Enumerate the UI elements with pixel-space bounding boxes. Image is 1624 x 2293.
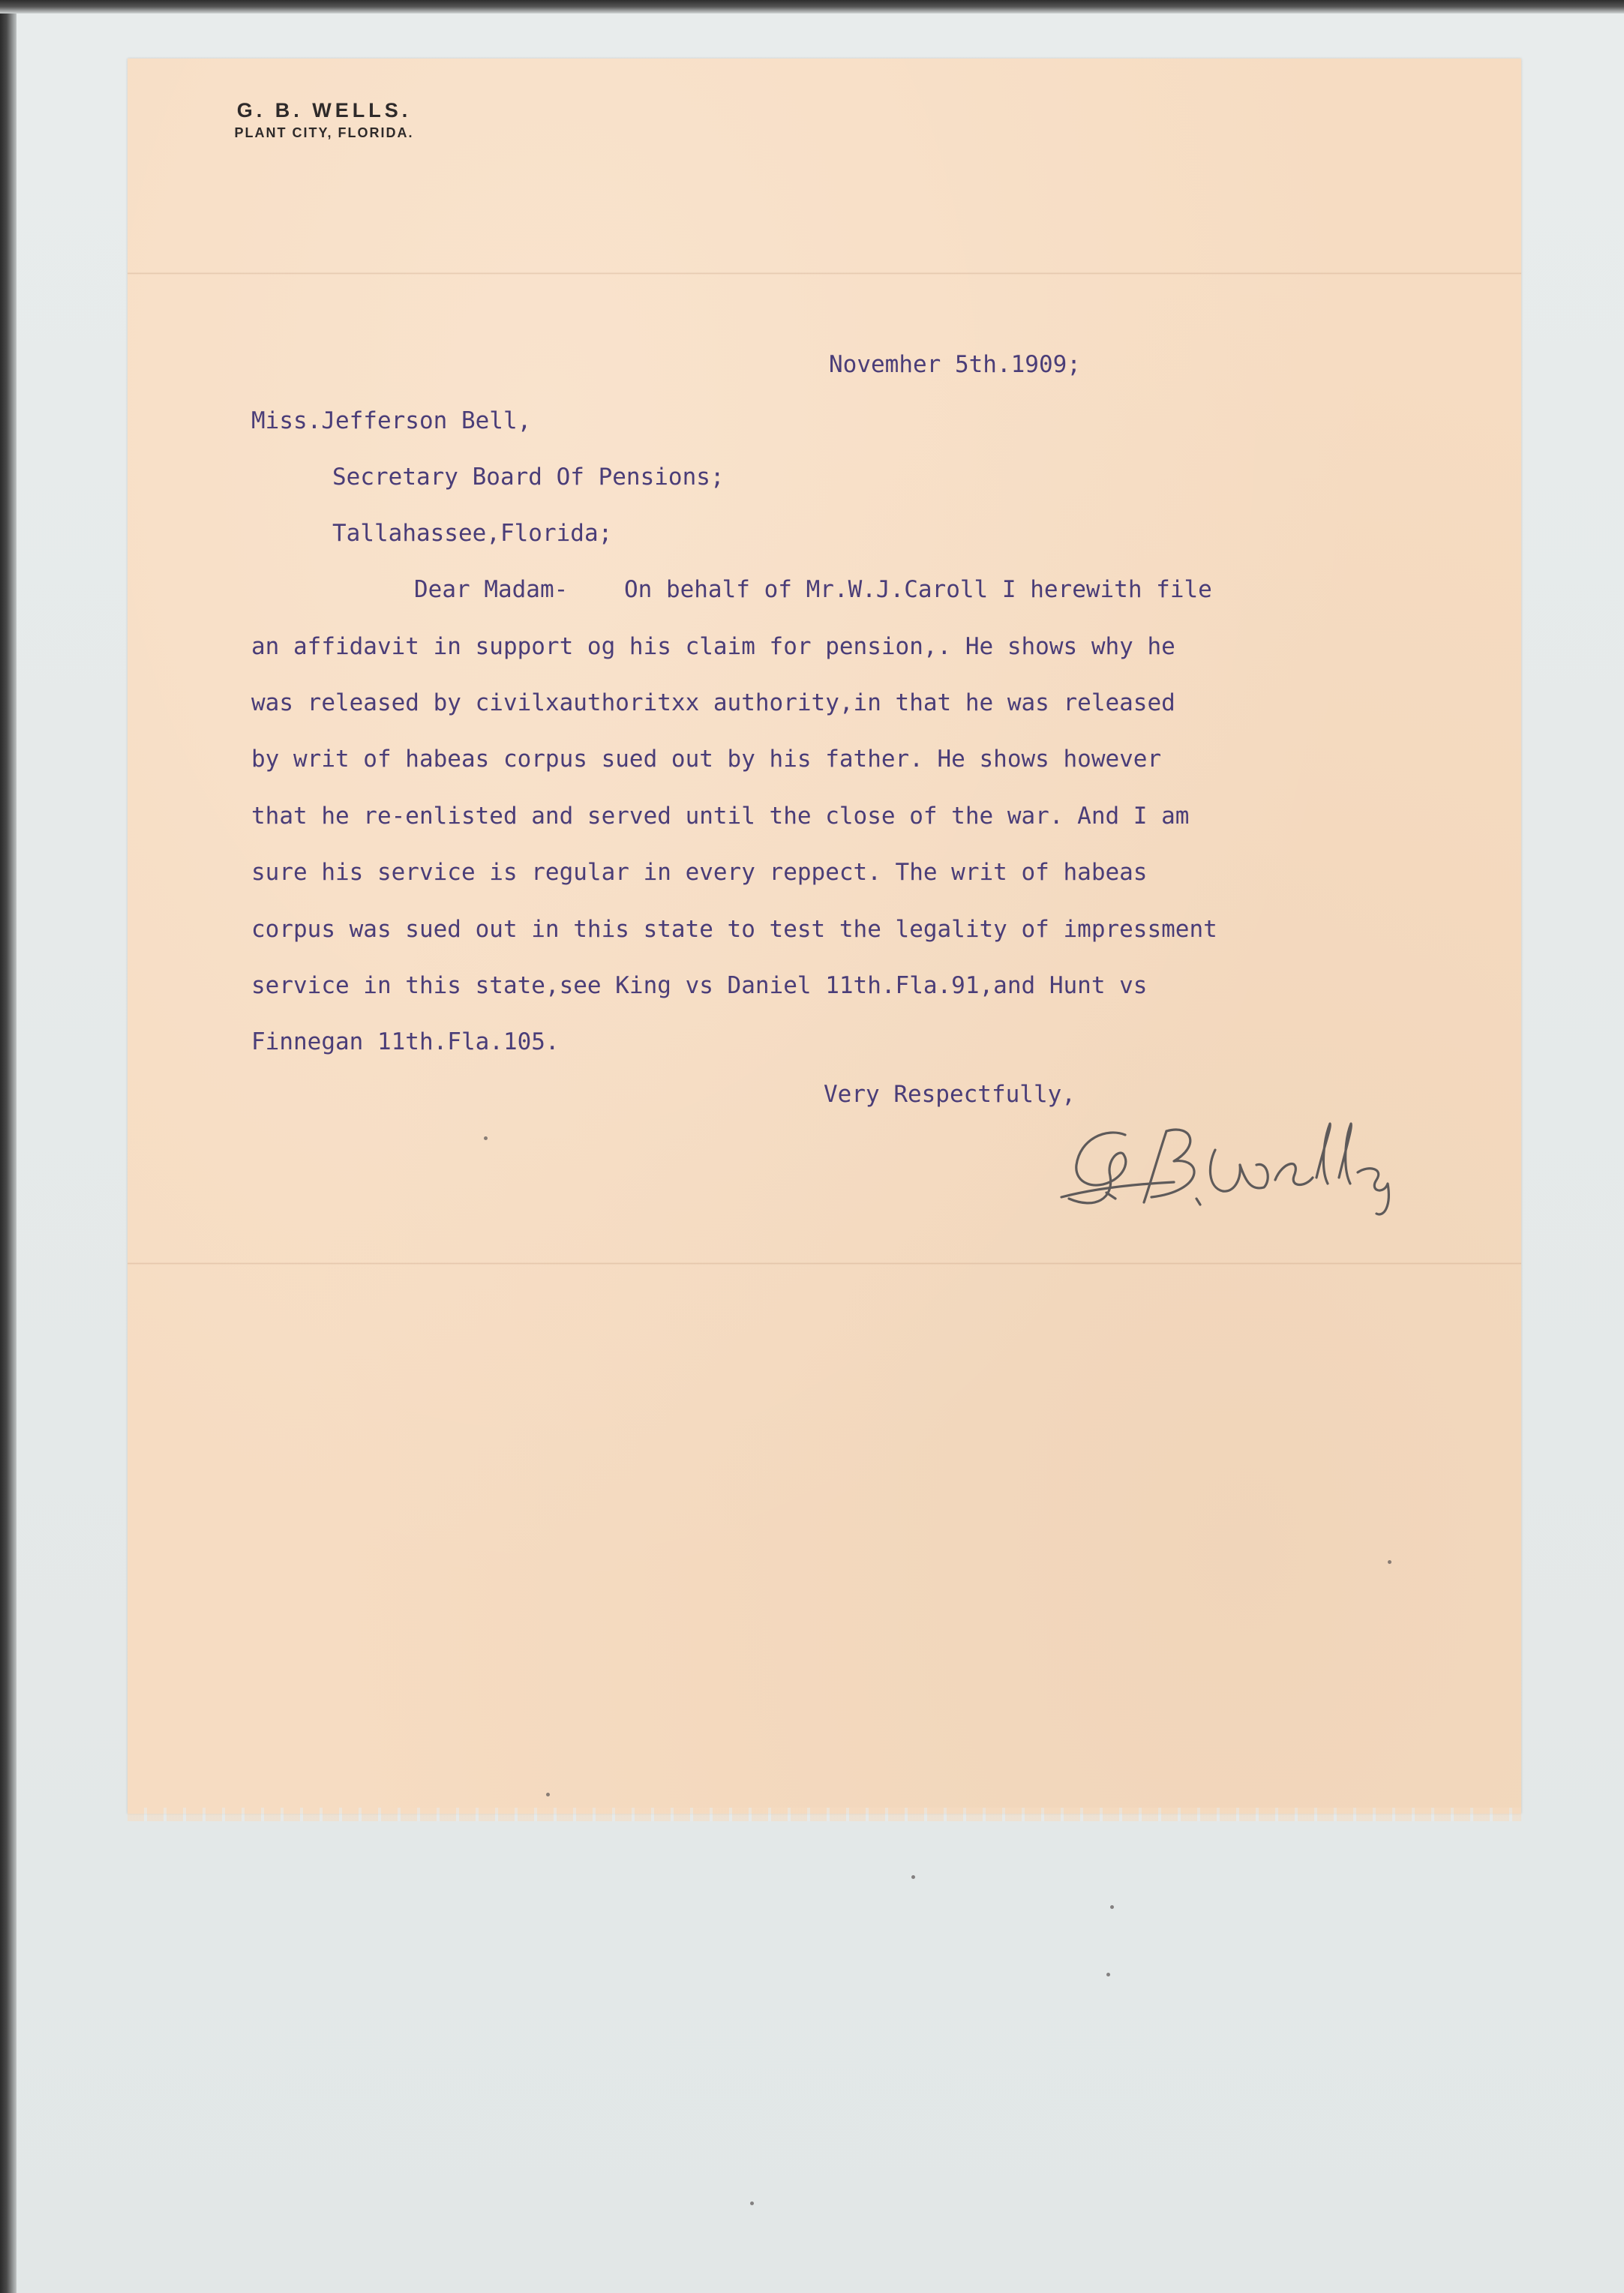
letter-date: Novemher 5th.1909;	[829, 351, 1081, 378]
recipient-name: Miss.Jefferson Bell,	[251, 407, 532, 434]
letterhead-name: G. B. WELLS.	[236, 99, 412, 122]
speck	[484, 1136, 488, 1140]
salutation-line: Dear Madam- On behalf of Mr.W.J.Caroll I herewith file	[414, 576, 1212, 603]
handwritten-signature-icon	[1054, 1109, 1414, 1221]
recipient-location: Tallahassee,Florida;	[332, 520, 613, 547]
letterhead-place: PLANT CITY, FLORIDA.	[234, 125, 414, 140]
speck	[750, 2201, 754, 2205]
speck	[1106, 1973, 1110, 1976]
speck	[1388, 1560, 1391, 1564]
scanner-left-edge	[0, 0, 17, 2293]
body-line: sure his service is regular in every reppect. The writ of habeas	[251, 859, 1148, 886]
recipient-title: Secretary Board Of Pensions;	[332, 464, 725, 491]
scanner-top-edge	[0, 0, 1624, 14]
body-line: by writ of habeas corpus sued out by his father. He shows however	[251, 746, 1162, 773]
speck	[546, 1793, 550, 1796]
body-line: service in this state,see King vs Daniel 11th.Fla.91,and Hunt vs	[251, 972, 1148, 999]
body-line: corpus was sued out in this state to test the legality of impressment	[251, 916, 1217, 943]
body-line: that he re-enlisted and served until the close of the war. And I am	[251, 803, 1190, 830]
fold-line-bottom	[128, 1262, 1521, 1265]
closing-line: Very Respectfully,	[824, 1081, 1076, 1108]
body-line: an affidavit in support og his claim for pension,. He shows why he	[251, 633, 1175, 660]
fold-line-top	[128, 272, 1521, 275]
letterhead	[189, 99, 459, 141]
body-line: Finnegan 11th.Fla.105.	[251, 1028, 560, 1055]
speck	[1110, 1905, 1114, 1909]
letter-sheet	[128, 59, 1521, 1814]
body-line: was released by civilxauthoritxx authority,in that he was released	[251, 689, 1175, 716]
torn-bottom-edge	[128, 1808, 1521, 1821]
speck	[911, 1875, 915, 1879]
